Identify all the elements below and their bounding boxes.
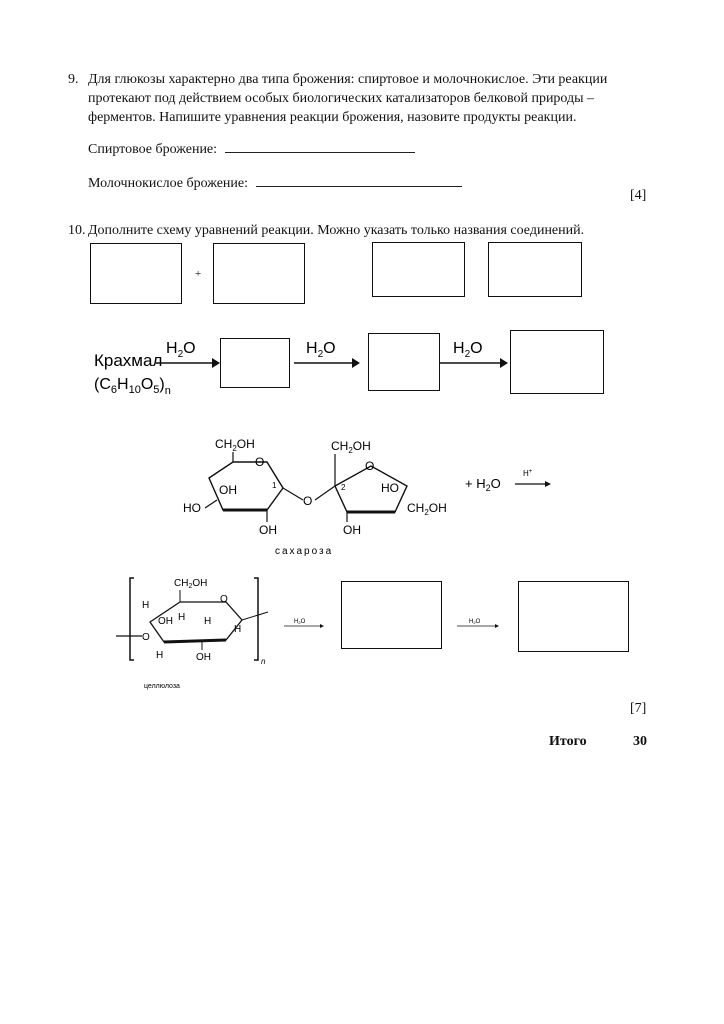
arrow-1-head bbox=[212, 358, 220, 368]
cellulose-arrow-1 bbox=[282, 616, 326, 630]
alcohol-fermentation-row bbox=[88, 138, 415, 158]
cellulose-structure bbox=[108, 572, 328, 692]
sucrose-caption: сахароза bbox=[275, 546, 334, 557]
q10-text: Дополните схему уравнений реакции. Можно указать только названия соединений. bbox=[88, 223, 585, 238]
catalyst-label: H+ bbox=[523, 469, 533, 478]
cellulose-ring-front-edge bbox=[164, 640, 226, 642]
answer-box-3[interactable] bbox=[372, 242, 465, 297]
cellulose-h-4: H bbox=[234, 624, 242, 635]
cellulose-answer-box-1[interactable] bbox=[341, 581, 442, 649]
sucrose-drawing bbox=[175, 430, 565, 560]
starch-formula: $(C_6H_{10}O_5)_n$ bbox=[94, 376, 171, 397]
fructose-ring-oxygen: O bbox=[365, 459, 375, 473]
q10-number: 10. bbox=[68, 223, 86, 238]
fructose-ch2oh-top: $CH_2OH$ bbox=[331, 439, 371, 455]
cellulose-h-2: H bbox=[178, 612, 186, 623]
answer-box-2[interactable] bbox=[213, 243, 305, 304]
lactic-fermentation-row bbox=[88, 172, 462, 192]
cellulose-ch2oh: $CH_2OH$ bbox=[174, 578, 208, 590]
answer-box-1[interactable] bbox=[90, 243, 182, 304]
cellulose-glycosidic-o: O bbox=[142, 632, 150, 643]
cellulose-oh-2: OH bbox=[196, 652, 211, 663]
q9-line-2: протекают под действием особых биологических катализаторов белковой природы – bbox=[88, 91, 595, 106]
cellulose-arrow-2 bbox=[455, 616, 501, 630]
lactic-fermentation-answer-line[interactable] bbox=[256, 172, 462, 187]
q9-line-1: Для глюкозы характерно два типа брожения: спиртовое и молочнокислое. Эти реакции bbox=[88, 72, 608, 87]
glucose-ch2oh: $CH_2OH$ bbox=[215, 437, 255, 453]
fructose-ho: HO bbox=[381, 481, 399, 495]
alcohol-fermentation-answer-line[interactable] bbox=[225, 138, 415, 153]
cellulose-h-3: H bbox=[204, 616, 212, 627]
cellulose-oh-1: OH bbox=[158, 616, 173, 627]
starch-answer-box-3[interactable] bbox=[510, 330, 604, 394]
glucose-ring-oxygen: O bbox=[255, 455, 265, 469]
svg-text:H2O: H2O bbox=[294, 619, 306, 625]
cellulose-ring-oxygen: O bbox=[220, 594, 228, 605]
cellulose-caption: целлюлоза bbox=[144, 683, 180, 690]
sucrose-arrow-head bbox=[545, 481, 551, 487]
q9-number: 9. bbox=[68, 72, 79, 87]
glucose-c1-label: 1 bbox=[272, 481, 277, 490]
plus-sign: + bbox=[195, 268, 202, 280]
sucrose-plus-water: + $H_2O$ bbox=[465, 476, 501, 493]
svg-text:H2O: H2O bbox=[469, 619, 481, 625]
cellulose-right-bracket bbox=[254, 578, 258, 660]
sucrose-structure bbox=[175, 430, 565, 560]
arrow-1-water: $H_2O$ bbox=[166, 340, 196, 360]
q9-marks: [4] bbox=[630, 188, 647, 203]
arrow-2-head bbox=[352, 358, 360, 368]
fructose-oh: OH bbox=[343, 523, 361, 537]
arrow-3-water: $H_2O$ bbox=[453, 340, 483, 360]
cellulose-answer-box-2[interactable] bbox=[518, 581, 629, 652]
cellulose-n-subscript: n bbox=[261, 657, 266, 666]
alcohol-fermentation-label: Спиртовое брожение: bbox=[88, 142, 218, 157]
q9-line-3: ферментов. Напишите уравнения реакции брожения, назовите продукты реакции. bbox=[88, 110, 577, 125]
arrow-3-head bbox=[500, 358, 508, 368]
fructose-c2-label: 2 bbox=[341, 483, 346, 492]
glucose-ho: HO bbox=[183, 501, 201, 515]
starch-answer-box-2[interactable] bbox=[368, 333, 440, 391]
glycosidic-oxygen: O bbox=[303, 494, 313, 508]
answer-box-4[interactable] bbox=[488, 242, 582, 297]
lactic-fermentation-label: Молочнокислое брожение: bbox=[88, 176, 249, 191]
q9-text bbox=[88, 70, 650, 127]
fructose-ch2oh-right: $CH_2OH$ bbox=[407, 501, 447, 517]
starch-name: Крахмал bbox=[94, 351, 163, 370]
arrow-2-water: $H_2O$ bbox=[306, 340, 336, 360]
total-label: Итого bbox=[549, 734, 587, 749]
cellulose-h-5: H bbox=[156, 650, 164, 661]
total-value: 30 bbox=[633, 734, 647, 749]
starch-answer-box-1[interactable] bbox=[220, 338, 290, 388]
glucose-oh-1: OH bbox=[219, 483, 237, 497]
cellulose-h-1: H bbox=[142, 600, 150, 611]
cellulose-drawing bbox=[108, 572, 328, 692]
q10-marks: [7] bbox=[630, 701, 647, 716]
cellulose-left-bracket bbox=[130, 578, 134, 660]
glucose-oh-2: OH bbox=[259, 523, 277, 537]
